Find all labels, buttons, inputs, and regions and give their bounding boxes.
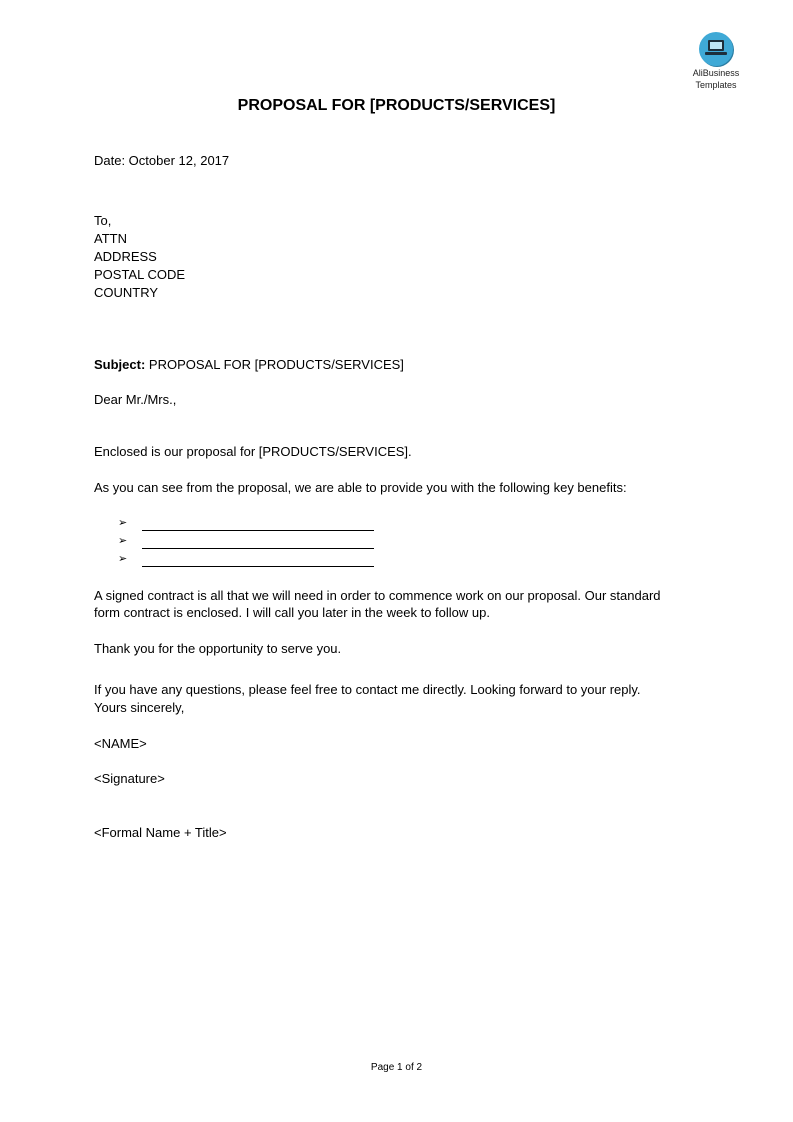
paragraph-contract-line-2: form contract is enclosed. I will call you later in the week to follow up. bbox=[94, 605, 490, 620]
paragraph-contract-line-1: A signed contract is all that we will need in order to commence work on our proposal. Our standard bbox=[94, 588, 661, 603]
logo-line-2: Templates bbox=[695, 80, 737, 90]
logo-line-1: AliBusiness bbox=[692, 68, 740, 78]
benefit-blank-line bbox=[142, 566, 374, 567]
subject-text: PROPOSAL FOR [PRODUCTS/SERVICES] bbox=[148, 357, 404, 372]
paragraph-questions: If you have any questions, please feel free to contact me directly. Looking forward to your reply. bbox=[94, 682, 641, 697]
laptop-icon bbox=[699, 32, 733, 66]
document-title: PROPOSAL FOR [PRODUCTS/SERVICES] bbox=[237, 97, 556, 114]
recipient-to: To, bbox=[94, 213, 112, 228]
signature-placeholder: <Signature> bbox=[94, 771, 165, 786]
signature-name: <NAME> bbox=[94, 736, 147, 751]
subject-line bbox=[94, 356, 404, 374]
bullet-arrow-icon: ➢ bbox=[118, 553, 128, 565]
recipient-country: COUNTRY bbox=[94, 285, 159, 300]
paragraph-thank-you: Thank you for the opportunity to serve you. bbox=[94, 641, 342, 656]
date-line: Date: October 12, 2017 bbox=[94, 153, 230, 168]
subject-label: Subject: bbox=[94, 357, 146, 372]
bullet-arrow-icon: ➢ bbox=[118, 535, 128, 547]
paragraph-enclosed: Enclosed is our proposal for [PRODUCTS/SERVICES]. bbox=[94, 444, 412, 459]
page-number: Page 1 of 2 bbox=[370, 1062, 423, 1073]
paragraph-benefits-intro: As you can see from the proposal, we are able to provide you with the following key benefits: bbox=[94, 480, 627, 495]
benefit-blank-line bbox=[142, 548, 374, 549]
salutation: Dear Mr./Mrs., bbox=[94, 392, 177, 407]
recipient-attn: ATTN bbox=[94, 231, 127, 246]
bullet-arrow-icon: ➢ bbox=[118, 517, 128, 529]
recipient-address: ADDRESS bbox=[94, 249, 157, 264]
recipient-postal-code: POSTAL CODE bbox=[94, 267, 186, 282]
closing: Yours sincerely, bbox=[94, 700, 185, 715]
alibusiness-logo bbox=[686, 32, 746, 90]
benefit-blank-line bbox=[142, 530, 374, 531]
signature-formal-name-title: <Formal Name + Title> bbox=[94, 825, 227, 840]
